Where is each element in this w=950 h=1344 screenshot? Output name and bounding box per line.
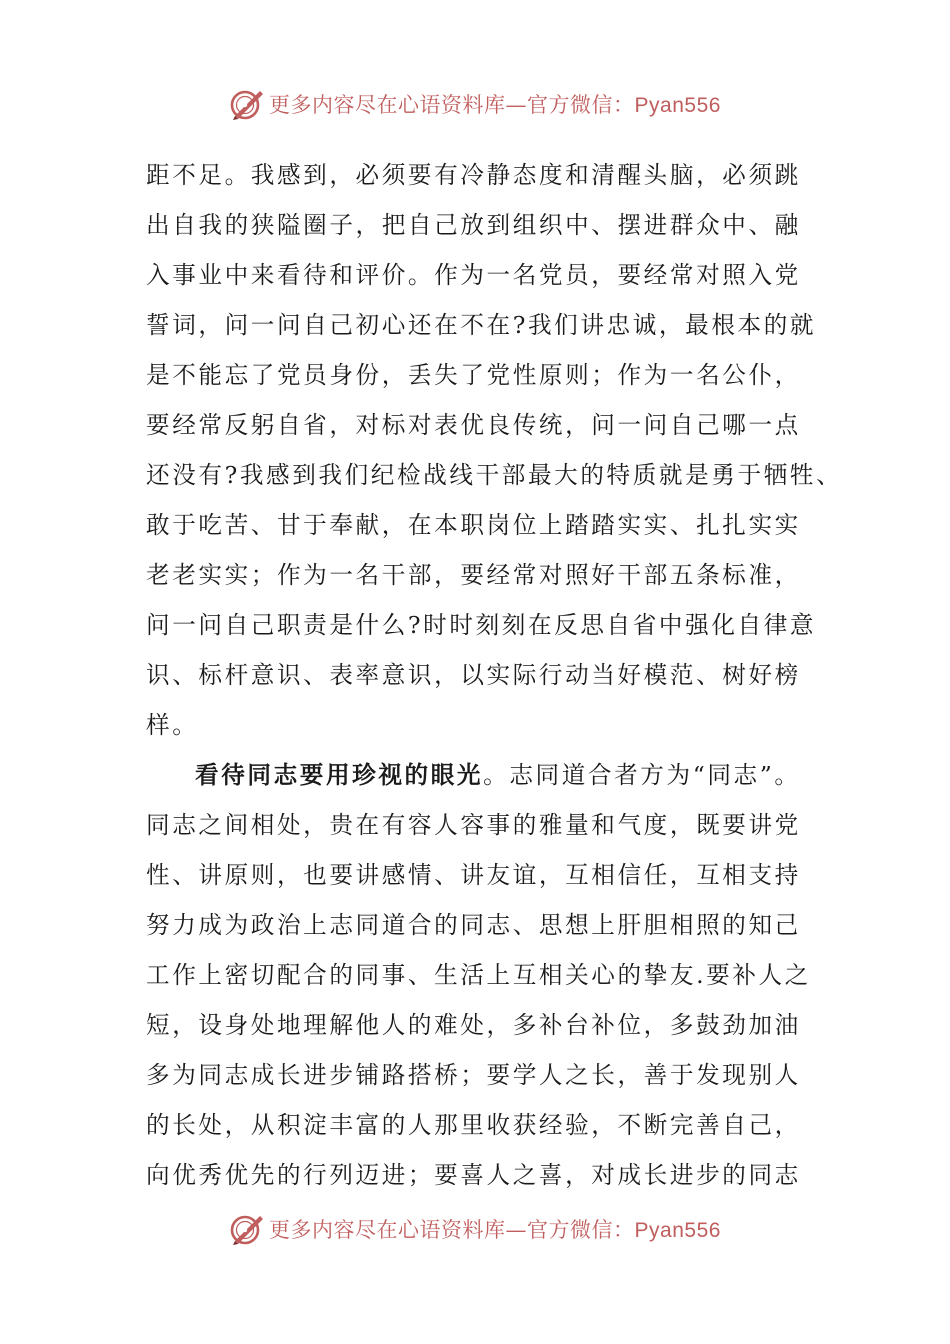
text-line: 距不足。我感到，必须要有冷静态度和清醒头脑，必须跳 bbox=[146, 161, 801, 189]
text-line: 是不能忘了党员身份，丢失了党性原则；作为一名公仆， bbox=[146, 361, 801, 389]
text-line: 问一问自己职责是什么?时时刻刻在反思自省中强化自律意 bbox=[146, 611, 817, 639]
text-line: 性、讲原则，也要讲感情、讲友谊，互相信任，互相支持 bbox=[146, 861, 801, 889]
text-line: 敢于吃苦、甘于奉献，在本职岗位上踏踏实实、扎扎实实 bbox=[146, 511, 801, 539]
section-heading: 看待同志要用珍视的眼光 bbox=[195, 761, 484, 789]
text-line: 同志之间相处，贵在有容人容事的雅量和气度，既要讲党 bbox=[146, 811, 801, 839]
text-line: 誓词，问一问自己初心还在不在?我们讲忠诚，最根本的就 bbox=[146, 311, 817, 339]
text-line: 要经常反躬自省，对标对表优良传统，问一问自己哪一点 bbox=[146, 411, 801, 439]
pen-circle-logo-icon bbox=[229, 1211, 265, 1247]
footer-wechat-id: Pyan556 bbox=[634, 1219, 721, 1242]
text-line: 还没有?我感到我们纪检战线干部最大的特质就是勇于牺牲、 bbox=[146, 461, 843, 489]
text-line: 努力成为政治上志同道合的同志、思想上肝胆相照的知己 bbox=[146, 911, 801, 939]
paragraph-continued bbox=[146, 150, 843, 750]
header-wechat-id: Pyan556 bbox=[634, 94, 721, 117]
footer-banner-text: 更多内容尽在心语资料库—官方微信： bbox=[269, 1218, 635, 1242]
heading-continuation: 。志同道合者方为“同志”。 bbox=[483, 761, 801, 789]
text-line: 向优秀优先的行列迈进；要喜人之喜，对成长进步的同志 bbox=[146, 1161, 801, 1189]
paragraph-comrades bbox=[146, 800, 836, 1200]
text-line: 的长处，从积淀丰富的人那里收获经验，不断完善自己， bbox=[146, 1111, 801, 1139]
text-line: 样。 bbox=[146, 711, 199, 739]
header-banner bbox=[0, 84, 950, 124]
document-body bbox=[146, 150, 843, 1200]
text-line: 识、标杆意识、表率意识，以实际行动当好模范、树好榜 bbox=[146, 661, 801, 689]
pen-circle-logo-icon bbox=[229, 86, 265, 122]
text-line: 多为同志成长进步铺路搭桥；要学人之长，善于发现别人 bbox=[146, 1061, 801, 1089]
footer-banner bbox=[0, 1209, 950, 1249]
header-banner-text: 更多内容尽在心语资料库—官方微信： bbox=[269, 93, 635, 117]
paragraph-heading-line bbox=[146, 750, 836, 800]
text-line: 短，设身处地理解他人的难处，多补台补位，多鼓劲加油 bbox=[146, 1011, 801, 1039]
text-line: 工作上密切配合的同事、生活上互相关心的挚友.要补人之 bbox=[146, 961, 811, 989]
text-line: 出自我的狭隘圈子，把自己放到组织中、摆进群众中、融 bbox=[146, 211, 801, 239]
text-line: 老老实实；作为一名干部，要经常对照好干部五条标准， bbox=[146, 561, 801, 589]
text-line: 入事业中来看待和评价。作为一名党员，要经常对照入党 bbox=[146, 261, 801, 289]
